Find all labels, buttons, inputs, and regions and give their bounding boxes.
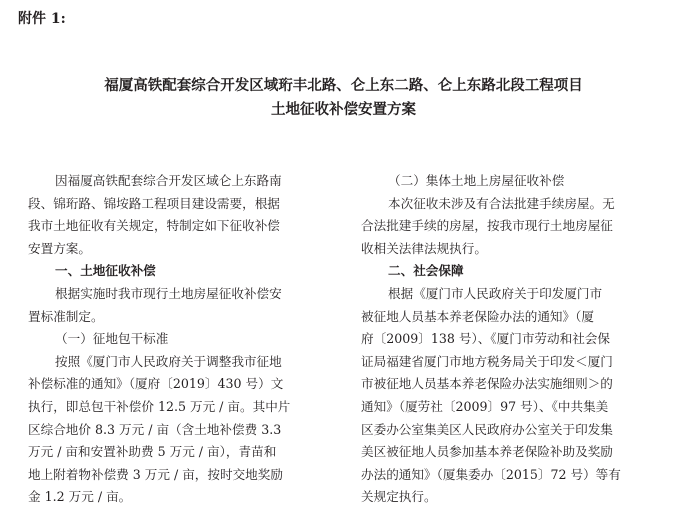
body-text-line: 执行，即总包干补偿价 12.5 万元 / 亩。其中片 (28, 398, 291, 414)
body-text-line: 被征地人员基本养老保险办法的通知》（厦 (361, 308, 594, 324)
body-text-line: 安置方案。 (28, 240, 91, 256)
subheading-house-compensation: （二）集体土地上房屋征收补偿 (388, 173, 565, 188)
body-text-line: 按照《厦门市人民政府关于调整我市征地 (55, 353, 282, 369)
body-text-line: 办法的通知》（厦集委办〔2015〕72 号）等有 (361, 466, 621, 482)
document-title-line-1: 福厦高铁配套综合开发区域珩丰北路、仑上东二路、仑上东路北段工程项目 (104, 78, 583, 94)
section-heading-land-compensation: 一、土地征收补偿 (55, 263, 156, 279)
body-text-line: 府〔2009〕138 号）、《厦门市劳动和社会保 (361, 331, 610, 347)
body-text-line: 地上附着物补偿费 3 万元 / 亩，按时交地奖励 (28, 466, 283, 482)
body-text-line: 合法批建手续的房屋，按我市现行土地房屋征 (361, 218, 613, 234)
body-text-line: 证局福建省厦门市地方税务局关于印发＜厦门 (361, 353, 613, 369)
section-heading-social-security: 二、社会保障 (388, 263, 464, 279)
body-text-line: 通知》（厦劳社〔2009〕97 号）、《中共集美 (361, 398, 609, 414)
body-text-line: 段、锦珩路、锦垵路工程项目建设需要，根据 (28, 195, 280, 211)
attachment-label: 附件 1: (18, 11, 66, 27)
body-text-line: 市被征地人员基本养老保险办法实施细则＞的 (361, 376, 613, 392)
body-text-line: 本次征收未涉及有合法批建手续房屋。无 (388, 195, 615, 211)
body-text-line: 根据《厦门市人民政府关于印发厦门市 (388, 285, 603, 301)
subheading-package-standard: （一）征地包干标准 (55, 331, 169, 347)
body-text-line: 金 1.2 万元 / 亩。 (28, 489, 132, 505)
body-text-line: 收相关法律法规执行。 (361, 240, 487, 256)
body-text-line: 补偿标准的通知》（厦府〔2019〕430 号）文 (28, 376, 284, 392)
body-text-line: 因福厦高铁配套综合开发区域仑上东路南 (55, 173, 282, 188)
body-text-line: 根据实施时我市现行土地房屋征收补偿安 (55, 285, 282, 301)
body-text-line: 置标准制定。 (28, 308, 104, 324)
body-text-line: 我市土地征收有关规定，特制定如下征收补偿 (28, 218, 280, 234)
body-text-line: 美区被征地人员参加基本养老保险补助及奖励 (361, 444, 613, 460)
right-column (361, 170, 661, 509)
left-column (28, 170, 330, 509)
body-text-line: 万元 / 亩和安置补助费 5 万元 / 亩），青苗和 (28, 444, 277, 460)
document-title-line-2: 土地征收补偿安置方案 (271, 102, 416, 118)
body-text-line: 关规定执行。 (361, 489, 437, 505)
body-text-line: 区综合地价 8.3 万元 / 亩（含土地补偿费 3.3 (28, 421, 282, 437)
body-text-line: 区委办公室集美区人民政府办公室关于印发集 (361, 421, 613, 437)
